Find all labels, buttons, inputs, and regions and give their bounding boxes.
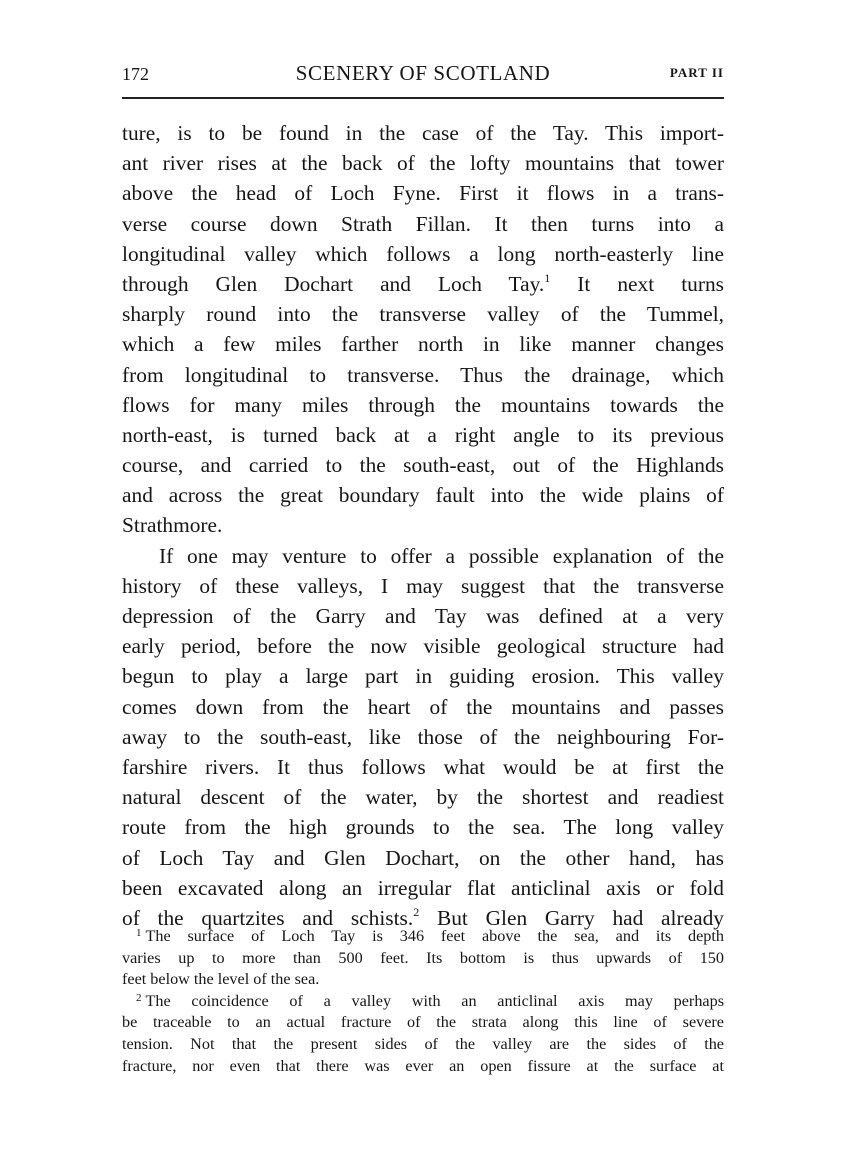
footnote-1-line: feet below the level of the sea. xyxy=(122,970,320,989)
text-line: route from the high grounds to the sea. The long valley xyxy=(122,815,724,840)
text-line: which a few miles farther north in like manner changes xyxy=(122,332,724,357)
text-line: farshire rivers. It thus follows what would be at first the xyxy=(122,754,724,779)
text-line: ture, is to be found in the case of the Tay. This import- xyxy=(122,121,724,145)
footnotes xyxy=(122,926,724,1077)
paragraph-start: If one may venture to offer a possible explanation of the xyxy=(159,543,724,568)
text-line: ant river rises at the back of the lofty mountains that tower xyxy=(122,151,724,176)
text-line: verse course down Strath Fillan. It then turns into a xyxy=(122,211,724,236)
text-line: course, and carried to the south-east, out of the Highlands xyxy=(122,453,724,478)
footnote-1-marker: 1 xyxy=(136,927,142,939)
footnote-2-line xyxy=(122,991,724,1013)
text-line: begun to play a large part in guiding erosion. This valley xyxy=(122,664,724,689)
footnote-ref-1[interactable]: 1 xyxy=(544,270,551,285)
footnote-2-line: tension. Not that the present sides of the valley are the sides of the xyxy=(122,1034,724,1053)
header-rule xyxy=(122,97,724,99)
text-line: depression of the Garry and Tay was defined at a very xyxy=(122,604,724,628)
footnote-1-line: varies up to more than 500 feet. Its bottom is thus upwards of 150 xyxy=(122,948,724,967)
text-line: sharply round into the transverse valley of the Tummel, xyxy=(122,302,724,327)
footnote-text: The coincidence of a valley with an anticlinal axis may perhaps xyxy=(145,991,724,1010)
text-line: history of these valleys, I may suggest that the transverse xyxy=(122,573,724,598)
running-header xyxy=(122,60,724,90)
footnote-text: The surface of Loch Tay is 346 feet above the sea, and its depth xyxy=(145,927,724,945)
footnote-2-marker: 2 xyxy=(136,991,142,1004)
text-line: from longitudinal to transverse. Thus the drainage, which xyxy=(122,362,724,387)
text-line: flows for many miles through the mountains towards the xyxy=(122,392,724,417)
text-line: above the head of Loch Fyne. First it flows in a trans- xyxy=(122,181,724,206)
text-line: of Loch Tay and Glen Dochart, on the other hand, has xyxy=(122,845,724,870)
text-line: Strathmore. xyxy=(122,513,223,538)
text-line: away to the south-east, like those of the neighbouring For- xyxy=(122,724,724,749)
page-number: 172 xyxy=(122,64,149,84)
text-segment: through Glen Dochart and Loch Tay. xyxy=(122,271,545,296)
footnote-2-line: be traceable to an actual fracture of the strata along this line of severe xyxy=(122,1013,724,1032)
footnote-1-line xyxy=(122,926,724,948)
text-line: natural descent of the water, by the shortest and readiest xyxy=(122,785,724,810)
text-segment: But Glen Garry had already xyxy=(419,905,724,930)
text-line: been excavated along an irregular flat anticlinal axis or fold xyxy=(122,875,724,900)
footnote-2-line: fracture, nor even that there was ever an open fissure at the surface at xyxy=(122,1056,724,1075)
body-text xyxy=(122,118,724,933)
text-line: longitudinal valley which follows a long north-easterly line xyxy=(122,241,724,266)
footnote-ref-2[interactable]: 2 xyxy=(413,904,420,919)
text-segment: of the quartzites and schists. xyxy=(122,905,414,930)
running-title: SCENERY OF SCOTLAND xyxy=(295,61,551,85)
text-line xyxy=(122,269,724,299)
text-line: early period, before the now visible geological structure had xyxy=(122,634,724,659)
text-line: and across the great boundary fault into the wide plains of xyxy=(122,483,724,508)
part-label: PART II xyxy=(669,65,724,80)
text-line: north-east, is turned back at a right angle to its previous xyxy=(122,422,724,447)
text-line: comes down from the heart of the mountains and passes xyxy=(122,694,724,719)
text-segment: It next turns xyxy=(550,271,724,296)
